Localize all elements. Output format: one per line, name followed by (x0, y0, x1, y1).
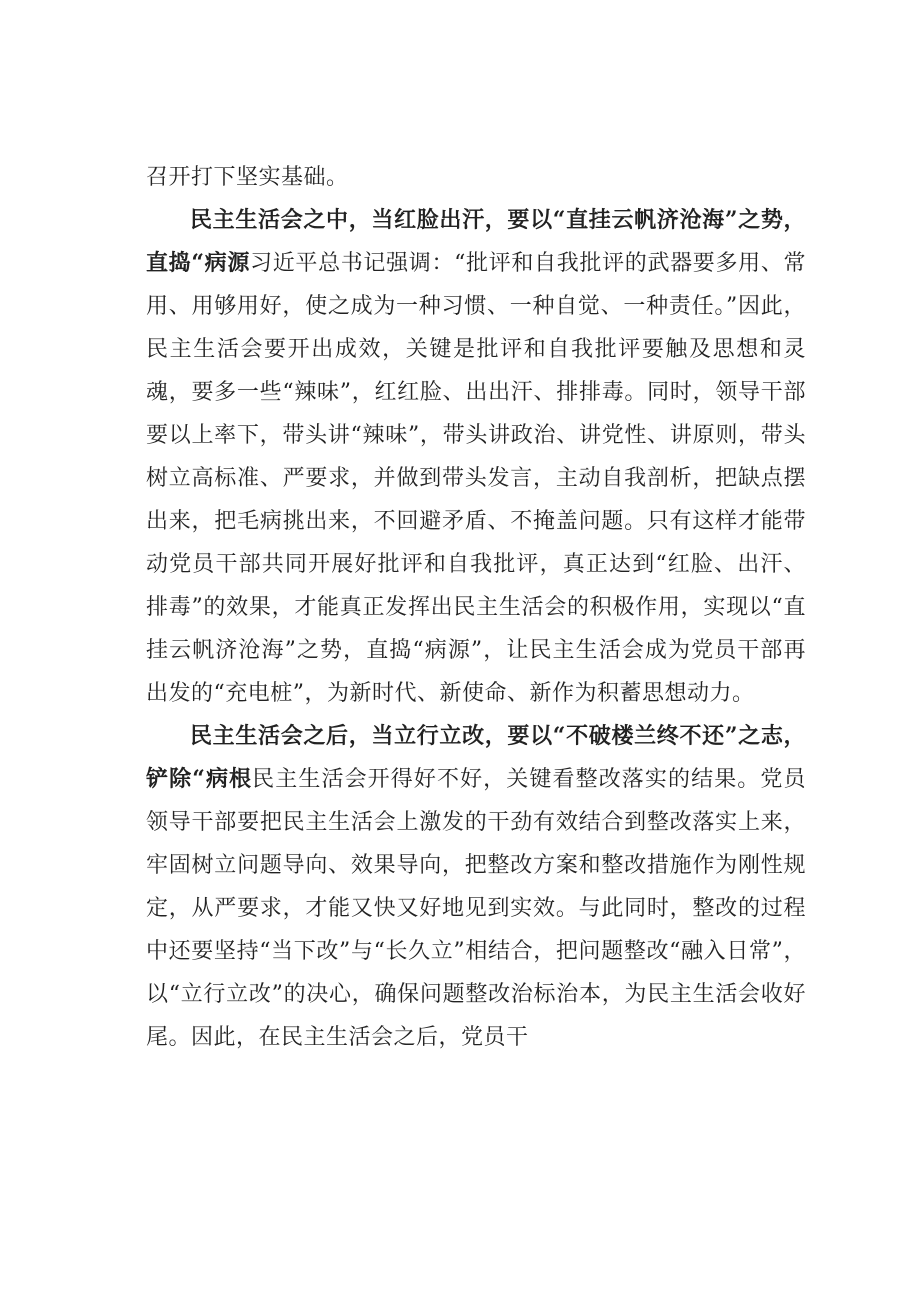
paragraph-continuation (146, 156, 806, 199)
paragraph-heading: 民主生活会之中，当红脸出汗，要以“直挂云帆济沧海”之势，直捣“病源 (146, 207, 806, 276)
paragraph-during-meeting (146, 199, 806, 715)
paragraph-heading: 民主生活会之后，当立行立改，要以“不破楼兰终不还”之志，铲除“病根 (146, 723, 806, 792)
paragraph-text: 民主生活会开得好不好，关键看整改落实的结果。党员领导干部要把民主生活会上激发的干劲有效结合到整改落实上来，牢固树立问题导向、效果导向，把整改方案和整改措施作为刚性规定，从严要求，才能又快又好地见到实效。与此同时，整改的过程中还要坚持“当下改”与“长久立”相结合，把问题整改“融入日常”，以“立行立改”的决心，确保问题整改治标治本，为民主生活会收好尾。因此，在民主生活会之后，党员干 (146, 767, 806, 1050)
document-body (146, 156, 806, 1059)
paragraph-after-meeting (146, 715, 806, 1059)
paragraph-text: 习近平总书记强调：“批评和自我批评的武器要多用、常用、用够用好，使之成为一种习惯、一种自觉、一种责任。”因此，民主生活会要开出成效，关键是批评和自我批评要触及思想和灵魂，要多一些“辣味”，红红脸、出出汗、排排毒。同时，领导干部要以上率下，带头讲“辣味”，带头讲政治、讲党性、讲原则，带头树立高标准、严要求，并做到带头发言，主动自我剖析，把缺点摆出来，把毛病挑出来，不回避矛盾、不掩盖问题。只有这样才能带动党员干部共同开展好批评和自我批评，真正达到“红脸、出汗、排毒”的效果，才能真正发挥出民主生活会的积极作用，实现以“直挂云帆济沧海”之势，直捣“病源”，让民主生活会成为党员干部再出发的“充电桩”，为新时代、新使命、新作为积蓄思想动力。 (146, 251, 807, 706)
paragraph-text: 召开打下坚实基础。 (146, 165, 349, 190)
